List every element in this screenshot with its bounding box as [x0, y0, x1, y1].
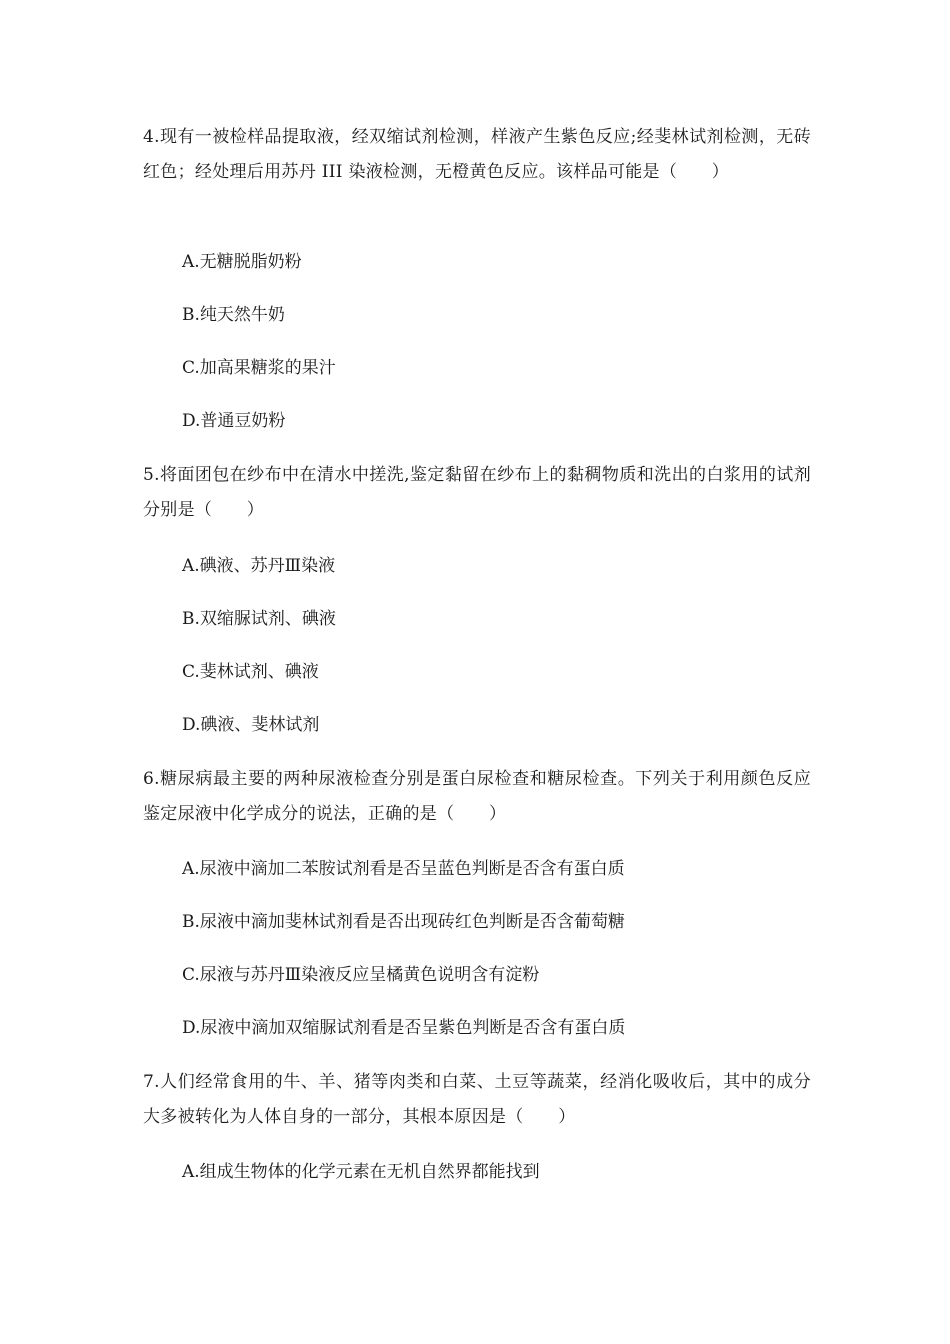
question-7-option-a: A.组成生物体的化学元素在无机自然界都能找到 [182, 1162, 540, 1182]
question-5-option-d: D.碘液、斐林试剂 [182, 715, 320, 735]
question-5-option-c: C.斐林试剂、碘液 [182, 662, 319, 682]
question-5-stem: 5.将面团包在纱布中在清水中搓洗,鉴定黏留在纱布上的黏稠物质和洗出的白浆用的试剂分别是（ ） [143, 465, 811, 520]
question-6-option-d: D.尿液中滴加双缩脲试剂看是否呈紫色判断是否含有蛋白质 [182, 1018, 626, 1038]
question-4-option-b: B.纯天然牛奶 [182, 305, 285, 325]
question-5-option-b: B.双缩脲试剂、碘液 [182, 609, 336, 629]
question-6-stem: 6.糖尿病最主要的两种尿液检查分别是蛋白尿检查和糖尿检查。下列关于利用颜色反应鉴定尿液中化学成分的说法，正确的是（ ） [143, 769, 811, 824]
question-4-option-d: D.普通豆奶粉 [182, 411, 286, 431]
question-4-option-c: C.加高果糖浆的果汁 [182, 358, 336, 378]
question-6-option-c: C.尿液与苏丹Ⅲ染液反应呈橘黄色说明含有淀粉 [182, 965, 540, 985]
question-5-option-a: A.碘液、苏丹Ⅲ染液 [182, 556, 336, 576]
question-7-stem: 7.人们经常食用的牛、羊、猪等肉类和白菜、土豆等蔬菜，经消化吸收后，其中的成分大多被转化为人体自身的一部分，其根本原因是（ ） [143, 1072, 811, 1127]
question-6-option-b: B.尿液中滴加斐林试剂看是否出现砖红色判断是否含葡萄糖 [182, 912, 625, 932]
question-4-stem: 4.现有一被检样品提取液，经双缩试剂检测，样液产生紫色反应;经斐林试剂检测，无砖红色；经处理后用苏丹 III 染液检测，无橙黄色反应。该样品可能是（ ） [143, 127, 811, 182]
question-6-option-a: A.尿液中滴加二苯胺试剂看是否呈蓝色判断是否含有蛋白质 [182, 859, 625, 879]
question-4-option-a: A.无糖脱脂奶粉 [182, 252, 302, 272]
